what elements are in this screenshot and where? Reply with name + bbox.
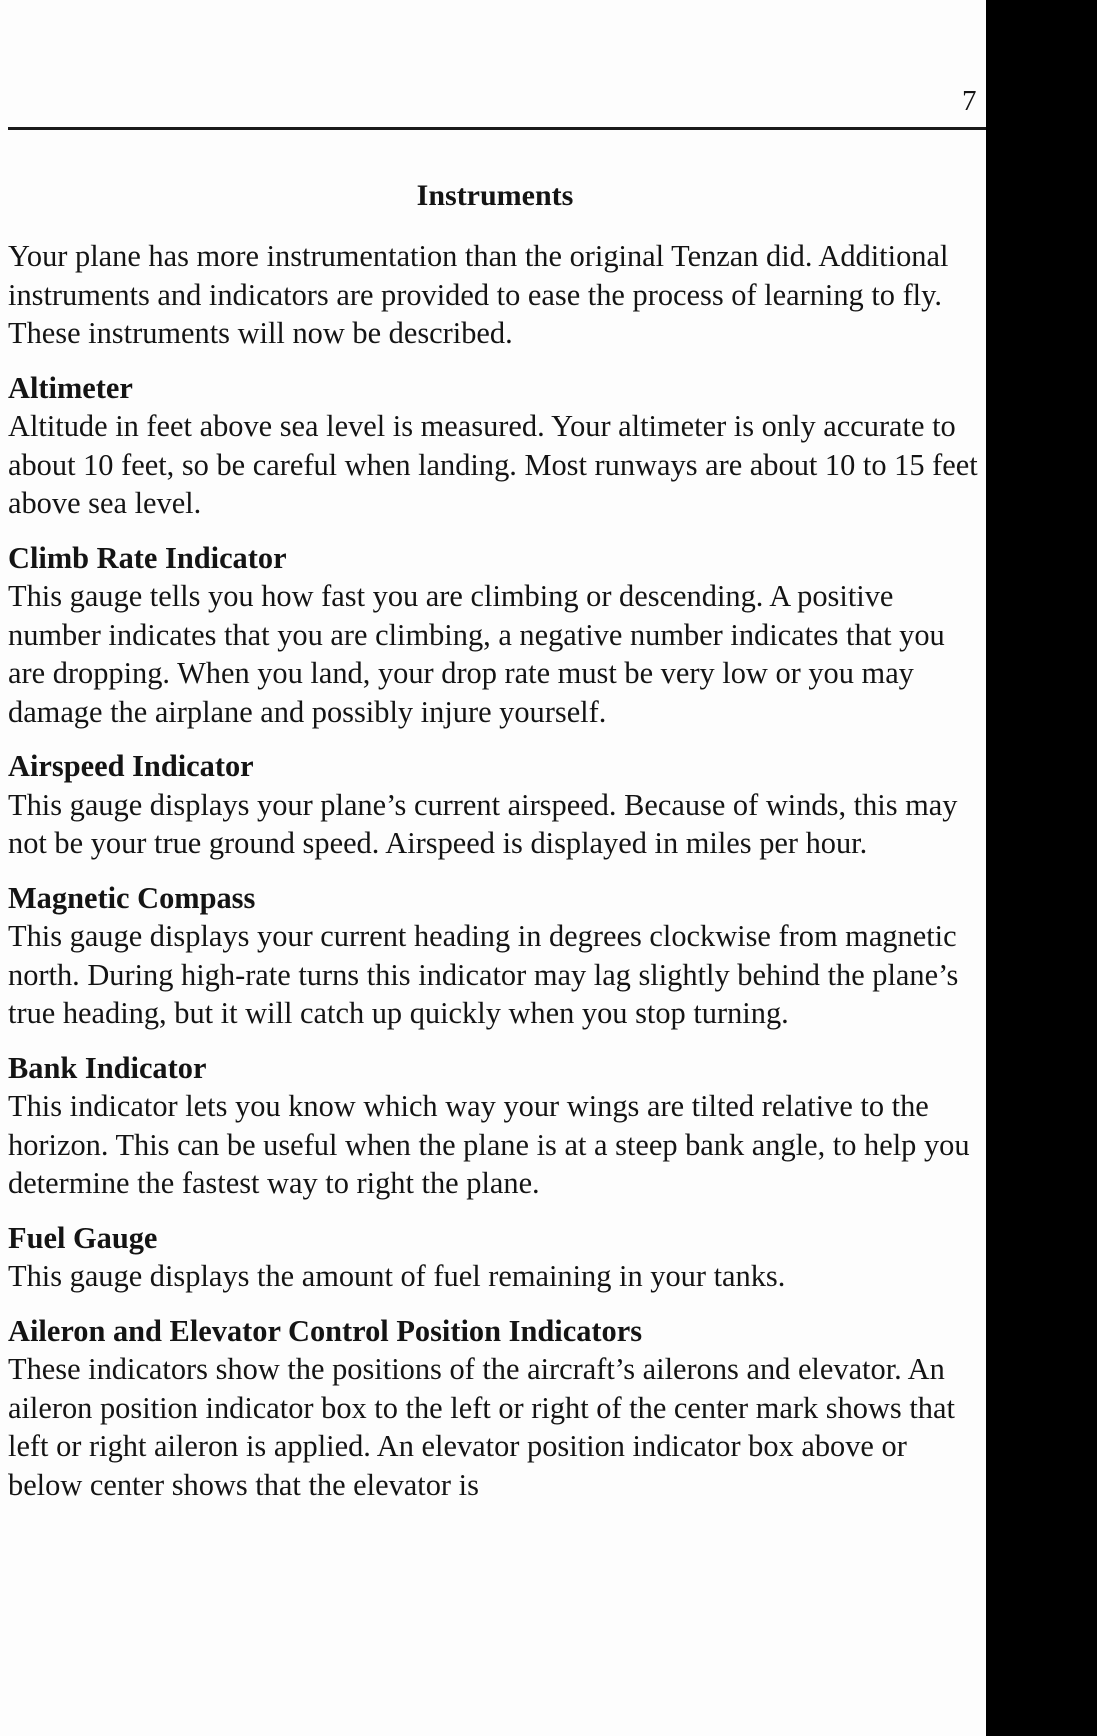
section-heading: Altimeter	[8, 370, 133, 405]
section-body: This indicator lets you know which way your wings are tilted relative to the horizon. This can be useful when the plane is at a steep bank angle, to help you determine the fastest way to right the plane.	[8, 1089, 970, 1200]
section-altimeter	[8, 369, 983, 523]
section-body: Altitude in feet above sea level is measured. Your altimeter is only accurate to about 10 feet, so be careful when landing. Most runways are about 10 to 15 feet above sea level.	[8, 409, 978, 520]
page-number: 7	[962, 85, 977, 117]
section-bank-indicator	[8, 1049, 983, 1203]
section-body: This gauge displays your plane’s current airspeed. Because of winds, this may not be your true ground speed. Airspeed is displayed in miles per hour.	[8, 787, 958, 860]
section-body: This gauge displays the amount of fuel remaining in your tanks.	[8, 1259, 786, 1293]
section-heading: Bank Indicator	[8, 1050, 207, 1085]
section-control-position-indicators	[8, 1312, 983, 1505]
section-heading: Airspeed Indicator	[8, 749, 254, 783]
section-heading: Fuel Gauge	[8, 1220, 158, 1255]
section-airspeed-indicator	[8, 747, 983, 863]
scan-dark-margin	[986, 0, 1097, 1736]
header-rule	[8, 127, 986, 130]
page-content	[8, 237, 983, 1520]
section-body: These indicators show the positions of the aircraft’s ailerons and elevator. An aileron position indicator box to the left or right of the center mark shows that left or right aileron is applied. An elevator position indicator box above or below center shows that the elevator is	[8, 1352, 955, 1502]
page-title: Instruments	[416, 179, 574, 212]
section-fuel-gauge	[8, 1219, 983, 1296]
section-body: This gauge displays your current heading in degrees clockwise from magnetic north. During high-rate turns this indicator may lag slightly behind the plane’s true heading, but it will catch up quickly when you stop turning.	[8, 919, 959, 1030]
section-heading: Climb Rate Indicator	[8, 540, 287, 575]
section-magnetic-compass	[8, 879, 983, 1033]
section-climb-rate-indicator	[8, 539, 983, 732]
section-heading: Magnetic Compass	[8, 880, 256, 915]
section-heading: Aileron and Elevator Control Position Indicators	[8, 1313, 643, 1348]
section-body: This gauge tells you how fast you are climbing or descending. A positive number indicates that you are climbing, a negative number indicates that you are dropping. When you land, your drop rate must be very low or you may damage the airplane and possibly injure yourself.	[8, 579, 945, 729]
intro-paragraph: Your plane has more instrumentation than the original Tenzan did. Additional instruments and indicators are provided to ease the process of learning to fly. These instruments will now be described.	[8, 239, 949, 350]
